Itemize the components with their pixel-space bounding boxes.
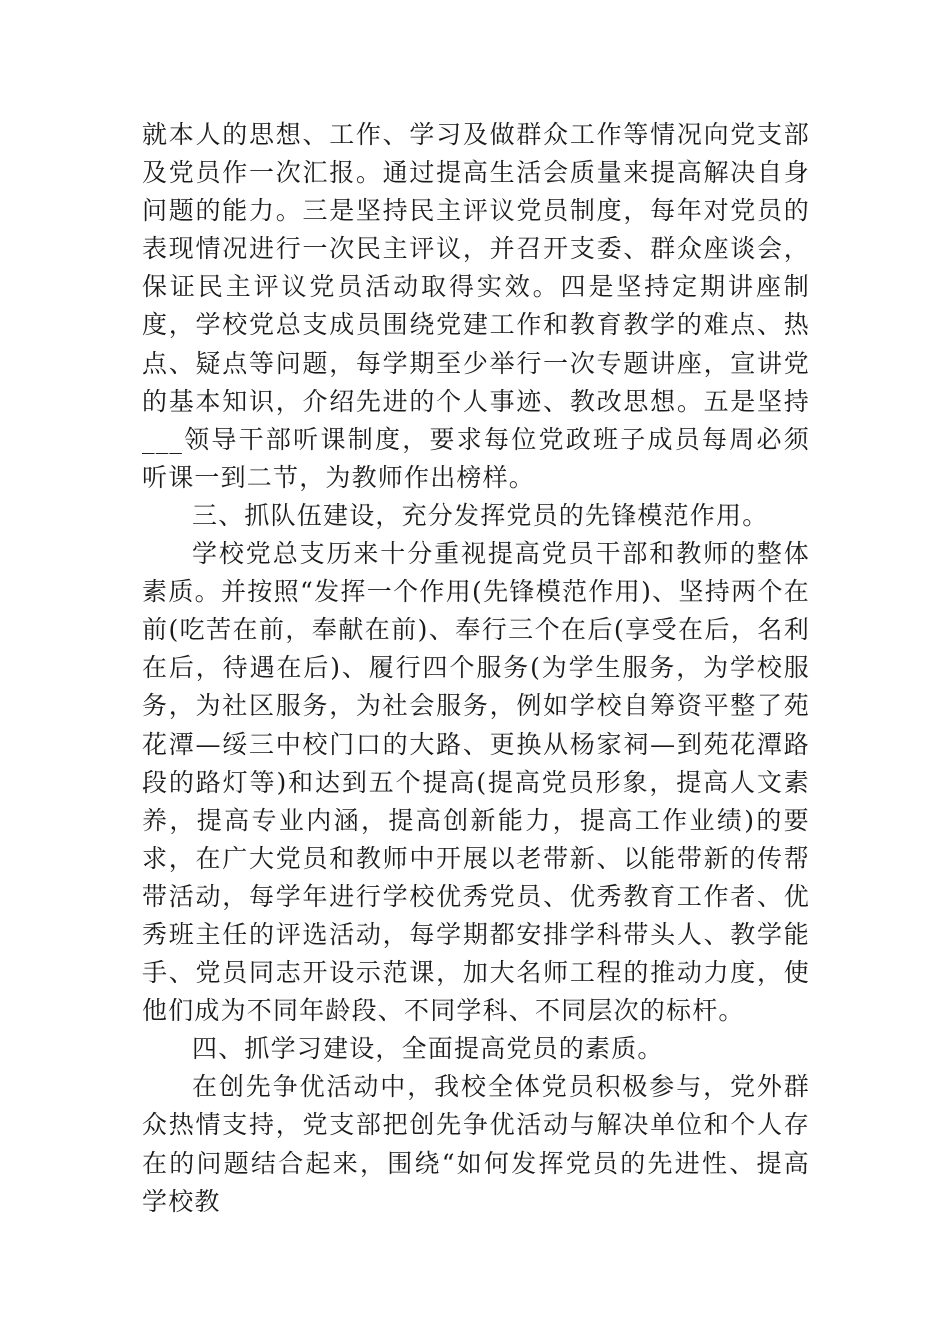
section-heading-4: 四、抓学习建设，全面提高党员的素质。 (192, 1034, 664, 1064)
section-heading-3: 三、抓队伍建设，充分发挥党员的先锋模范作用。 (192, 500, 769, 530)
paragraph-2: 学校党总支历来十分重视提高党员干部和教师的整体素质。并按照“发挥一个作用(先锋模范作用)、坚持两个在前(吃苦在前，奉献在前)、奉行三个在后(享受在后，名利在后，待遇在后)、履行四个服务(为学生服务，为学校服务，为社区服务，为社会服务，例如学校自筹资平整了苑花潭—绥三中校门口的大路、更换从杨家祠—到苑花潭路段的路灯等)和达到五个提高(提高党员形象，提高人文素养，提高专业内涵，提高创新能力，提高工作业绩)的要求，在广大党员和教师中开展以老带新、以能带新的传帮带活动，每学年进行学校优秀党员、优秀教育工作者、优秀班主任的评选活动，每学期都安排学科带头人、教学能手、党员同志开设示范课，加大名师工程的推动力度，使他们成为不同年龄段、不同学科、不同层次的标杆。 (142, 539, 810, 1026)
paragraph-1: 就本人的思想、工作、学习及做群众工作等情况向党支部及党员作一次汇报。通过提高生活会质量来提高解决自身问题的能力。三是坚持民主评议党员制度，每年对党员的表现情况进行一次民主评议，并召开支委、群众座谈会，保证民主评议党员活动取得实效。四是坚持定期讲座制度，学校党总支成员围绕党建工作和教育教学的难点、热点、疑点等问题，每学期至少举行一次专题讲座，宣讲党的基本知识，介绍先进的个人事迹、教改思想。五是坚持___领导干部听课制度，要求每位党政班子成员每周必须听课一到二节，为教师作出榜样。 (142, 120, 810, 492)
document-page (142, 116, 810, 1221)
paragraph-3: 在创先争优活动中，我校全体党员积极参与，党外群众热情支持，党支部把创先争优活动与解决单位和个人存在的问题结合起来，围绕“如何发挥党员的先进性、提高学校教 (142, 1072, 810, 1216)
